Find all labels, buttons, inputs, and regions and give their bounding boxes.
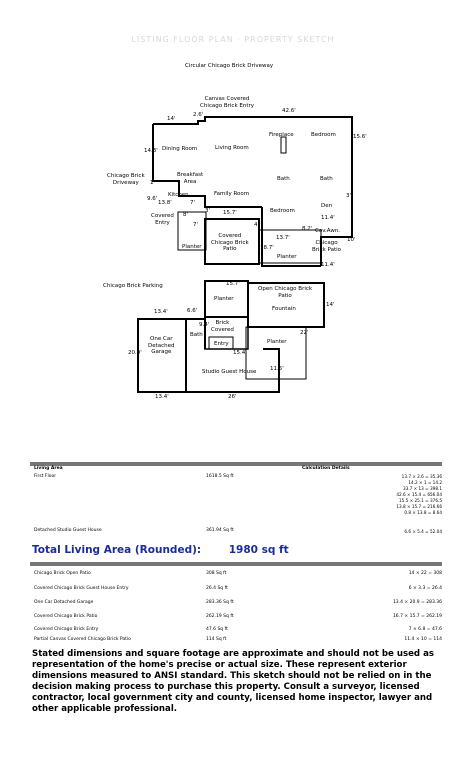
dim-11-4b: 11.4' bbox=[321, 262, 335, 268]
first-floor-row bbox=[30, 474, 442, 483]
total-value: 1980 sq ft bbox=[228, 544, 289, 556]
dim-26: 26' bbox=[228, 394, 237, 400]
dim-3b: 3' bbox=[205, 208, 211, 214]
dim-15-7b: 15.7' bbox=[226, 281, 240, 287]
total-label: Total Living Area (Rounded): bbox=[32, 544, 202, 556]
room-family: Family Room bbox=[214, 191, 250, 197]
dim-9-4: 9.4' bbox=[199, 322, 210, 328]
room-studio: Studio Guest House bbox=[202, 369, 257, 375]
room-den: Den bbox=[321, 203, 333, 209]
dim-14b: 14' bbox=[326, 302, 335, 308]
dim-9-6: 9.6' bbox=[147, 196, 158, 202]
other-area-calc: 6 × 3.3 = 26.4 bbox=[408, 586, 442, 591]
other-area-calc: 13.4 × 20.9 = 283.36 bbox=[392, 600, 442, 605]
other-area-row bbox=[30, 600, 442, 609]
other-area-name: Chicago Brick Open Patio bbox=[34, 571, 91, 576]
room-covered-entry: Covered Entry bbox=[151, 213, 174, 226]
dim-15-6: 15.6' bbox=[353, 134, 367, 140]
calc-line: 13.8 × 15.7 = 216.66 bbox=[396, 504, 442, 509]
dim-20-9: 20.9' bbox=[128, 350, 142, 356]
room-planter-3: Planter bbox=[214, 296, 234, 302]
house-west-wall bbox=[153, 124, 206, 196]
other-area-calc: 14 × 22 = 308 bbox=[408, 571, 442, 576]
other-area-value: 114 Sq ft bbox=[206, 637, 227, 642]
room-bath-2: Bath bbox=[320, 176, 333, 182]
dim-13-8: 13.8' bbox=[158, 200, 172, 206]
first-floor-value: 1618.5 Sq ft bbox=[206, 474, 234, 479]
dim-4: 4' bbox=[254, 222, 260, 228]
dim-13-4: 13.4' bbox=[154, 309, 168, 315]
other-area-calc: 11.4 × 10 = 114 bbox=[404, 637, 442, 642]
calc-line: 33.7 × 13 = 398.1 bbox=[403, 486, 442, 491]
room-fountain: Fountain bbox=[272, 306, 296, 312]
other-area-value: 308 Sq ft bbox=[206, 571, 227, 576]
dim-1: 1' bbox=[150, 180, 156, 186]
calc-line: 14.2 × 1 = 14.2 bbox=[408, 480, 442, 485]
dim-11-5: 11.5' bbox=[270, 366, 284, 372]
other-area-value: 47.6 Sq ft bbox=[206, 627, 228, 632]
calc-line: 13.7 × 2.6 = 35.36 bbox=[401, 474, 442, 479]
dim-14: 14' bbox=[167, 116, 176, 122]
fireplace-box bbox=[281, 137, 286, 153]
room-entry: Entry bbox=[214, 341, 229, 347]
room-bath-3: Bath bbox=[190, 332, 203, 338]
other-area-row bbox=[30, 637, 442, 646]
dim-7b: 7' bbox=[193, 222, 199, 228]
dim-13-4b: 13.4' bbox=[155, 394, 169, 400]
dim-14-3: 14.3' bbox=[144, 148, 158, 154]
room-cov-awn: Cov.Awn. bbox=[315, 228, 341, 234]
studio-value: 361.94 Sq ft bbox=[206, 528, 234, 533]
other-area-value: 283.36 Sq ft bbox=[206, 600, 234, 605]
room-dining: Dining Room bbox=[162, 146, 198, 152]
other-area-name: Covered Chicago Brick Entry bbox=[34, 627, 99, 632]
other-area-name: One Car Detached Garage bbox=[34, 600, 94, 605]
dim-18-7: 18.7' bbox=[260, 245, 274, 251]
studio-row bbox=[30, 528, 442, 537]
other-area-value: 262.19 Sq ft bbox=[206, 614, 234, 619]
dim-15-4: 15.4' bbox=[233, 350, 247, 356]
room-bedroom: Bedroom bbox=[311, 132, 336, 138]
first-floor-label: First Floor bbox=[34, 474, 57, 479]
room-planter-4: Planter bbox=[267, 339, 287, 345]
dim-42-6: 42.6' bbox=[282, 108, 296, 114]
garage-box bbox=[138, 319, 186, 392]
other-area-name: Covered Chicago Brick Patio bbox=[34, 614, 98, 619]
other-area-row bbox=[30, 614, 442, 623]
studio-label: Detached Studio Guest House bbox=[34, 528, 102, 533]
studio-calc: 6.6 × 5.4 = 52.04 bbox=[404, 529, 442, 534]
other-areas-rule bbox=[30, 562, 442, 566]
room-planter-2: Planter bbox=[277, 254, 297, 260]
disclaimer-text: Stated dimensions and square footage are approximate and should not be used as representation of the home's precise or actual size. These represent exterior dimensions measured to ANSI standard. This sketch should not be relied on in the decision making process to purchase this property. Consult a surveyor, licensed contractor, local government city and county, licensed home inspector, lawyer and other applicable professional. bbox=[32, 649, 434, 714]
room-brick-covered: Brick Covered bbox=[211, 320, 234, 333]
room-covered-patio: Covered Chicago Brick Patio bbox=[211, 233, 249, 252]
chicago-parking-label: Chicago Brick Parking bbox=[103, 283, 163, 289]
calc-line: 15.5 × 25.1 = 376.5 bbox=[399, 498, 442, 503]
canvas-entry-label: Canvas Covered Chicago Brick Entry bbox=[200, 96, 255, 109]
other-area-row bbox=[30, 586, 442, 595]
dim-2-6: 2.6' bbox=[193, 112, 204, 118]
total-living-area bbox=[32, 544, 289, 556]
other-area-value: 26.4 Sq ft bbox=[206, 586, 228, 591]
dim-11-4: 11.4' bbox=[321, 215, 335, 221]
calc-line: 42.6 × 15.4 = 656.04 bbox=[396, 492, 442, 497]
dim-8: 8' bbox=[183, 212, 189, 218]
other-area-row bbox=[30, 571, 442, 580]
header-text: LISTING FLOOR PLAN · PROPERTY SKETCH bbox=[131, 35, 335, 44]
header-banner bbox=[0, 10, 466, 52]
first-floor-calcs bbox=[396, 474, 442, 516]
dim-13-7: 13.7' bbox=[276, 235, 290, 241]
room-open-patio: Open Chicago Brick Patio bbox=[258, 286, 313, 299]
other-area-name: Covered Chicago Brick Guest House Entry bbox=[34, 586, 129, 591]
calc-details-title: Calculation Details bbox=[302, 466, 350, 471]
dim-6-6: 6.6' bbox=[187, 308, 198, 314]
driveway-top-label: Circular Chicago Brick Driveway bbox=[185, 63, 274, 69]
other-area-name: Partial Canvas Covered Chicago Brick Patio bbox=[34, 637, 131, 642]
room-kitchen: Kitchen bbox=[168, 192, 189, 198]
room-fireplace: Fireplace bbox=[269, 132, 294, 138]
room-living: Living Room bbox=[215, 145, 249, 151]
dim-7: 7' bbox=[190, 200, 196, 206]
room-garage: One Car Detached Garage bbox=[148, 336, 175, 355]
calc-line: 0.8 × 13.8 = 8.64 bbox=[404, 510, 442, 515]
dim-8-2: 8.2' bbox=[302, 226, 313, 232]
other-area-row bbox=[30, 627, 442, 636]
room-planter-1: Planter bbox=[182, 244, 202, 250]
other-area-calc: 16.7 × 15.7 = 262.19 bbox=[392, 614, 442, 619]
dim-15-7: 15.7' bbox=[223, 210, 237, 216]
room-chicago-patio: Chicago Brick Patio bbox=[312, 240, 342, 253]
living-area-title: Living Area bbox=[34, 466, 63, 471]
chicago-driveway-label: Chicago Brick Driveway bbox=[107, 173, 145, 186]
dim-3: 3' bbox=[346, 193, 352, 199]
room-breakfast: Breakfast Area bbox=[177, 172, 204, 185]
dim-10: 10' bbox=[347, 237, 356, 243]
dim-22: 22' bbox=[300, 330, 309, 336]
other-area-calc: 7 × 6.8 = 47.6 bbox=[408, 627, 442, 632]
room-bedroom-2: Bedroom bbox=[270, 208, 295, 214]
room-bath-1: Bath bbox=[277, 176, 290, 182]
